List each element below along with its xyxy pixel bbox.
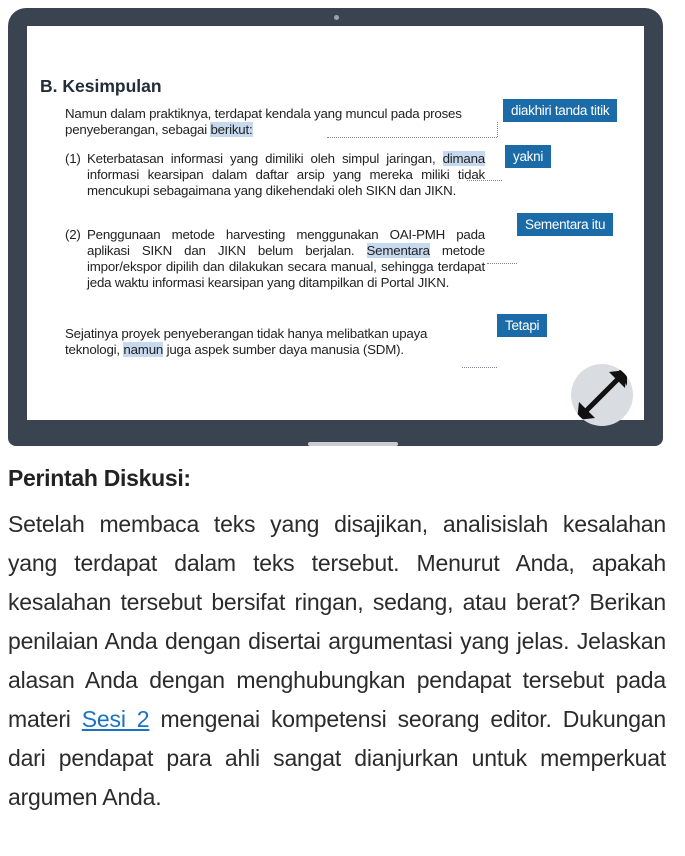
highlight-sementara: Sementara <box>366 243 430 258</box>
item-number: (2) <box>65 227 81 242</box>
expand-button[interactable] <box>571 364 633 426</box>
discussion-body: Setelah membaca teks yang disajikan, analisislah kesalahan yang terdapat dalam teks tersebut. Menurut Anda, apakah kesalahan tersebut bersifat ringan, sedang, atau berat? Berikan penilaian Anda dengan disertai argumentasi yang jelas. Jelaskan alasan Anda dengan menghubungkan pendapat tersebut pada materi Sesi 2 mengenai kompetensi seorang editor. Dukungan dari pendapat para ahli sangat dianjurkan untuk memperkuat argumen Anda. <box>8 511 666 810</box>
leader-line <box>487 263 517 264</box>
annotation-tag-3: Sementara itu <box>517 213 613 236</box>
highlight-namun: namun <box>123 342 164 357</box>
leader-line <box>462 367 497 368</box>
annotation-tag-1: diakhiri tanda titik <box>503 99 617 122</box>
outro-paragraph: Sejatinya proyek penyeberangan tidak hanya melibatkan upaya teknologi, namun juga aspek sumber daya manusia (SDM). <box>65 326 428 357</box>
camera-dot <box>334 15 339 20</box>
list-item-2: (2) Penggunaan metode harvesting menggunakan OAI-PMH pada aplikasi SIKN dan JIKN belum berjalan. Sementara metode impor/ekspor dipilih dan dilakukan secara manual, sehingga terdapat jeda waktu informasi kearsipan yang ditampilkan di Portal JIKN. <box>65 227 486 290</box>
leader-line <box>327 137 497 138</box>
sesi-2-link[interactable]: Sesi 2 <box>81 706 150 732</box>
highlight-berikut: berikut: <box>210 122 253 137</box>
expand-arrows-icon <box>571 364 633 426</box>
slide-title: B. Kesimpulan <box>40 76 162 96</box>
leader-line <box>467 180 502 181</box>
annotation-tag-2: yakni <box>505 145 551 168</box>
laptop-chin-bar <box>308 442 398 446</box>
highlight-dimana: dimana <box>442 151 485 166</box>
leader-line <box>497 122 498 137</box>
slide-screen <box>27 26 644 420</box>
list-item-1: (1) Keterbatasan informasi yang dimiliki oleh simpul jaringan, dimana informasi kearsipan dalam daftar arsip yang mereka miliki tidak mencukupi sebagaimana yang dikehendaki oleh SIKN dan JIKN. <box>65 151 485 198</box>
item-number: (1) <box>65 151 81 166</box>
discussion-title: Perintah Diskusi: <box>8 465 191 491</box>
intro-paragraph: Namun dalam praktiknya, terdapat kendala yang muncul pada proses penyeberangan, sebagai berikut: <box>65 106 462 137</box>
annotation-tag-4: Tetapi <box>497 314 547 337</box>
laptop-frame-image <box>8 8 663 446</box>
